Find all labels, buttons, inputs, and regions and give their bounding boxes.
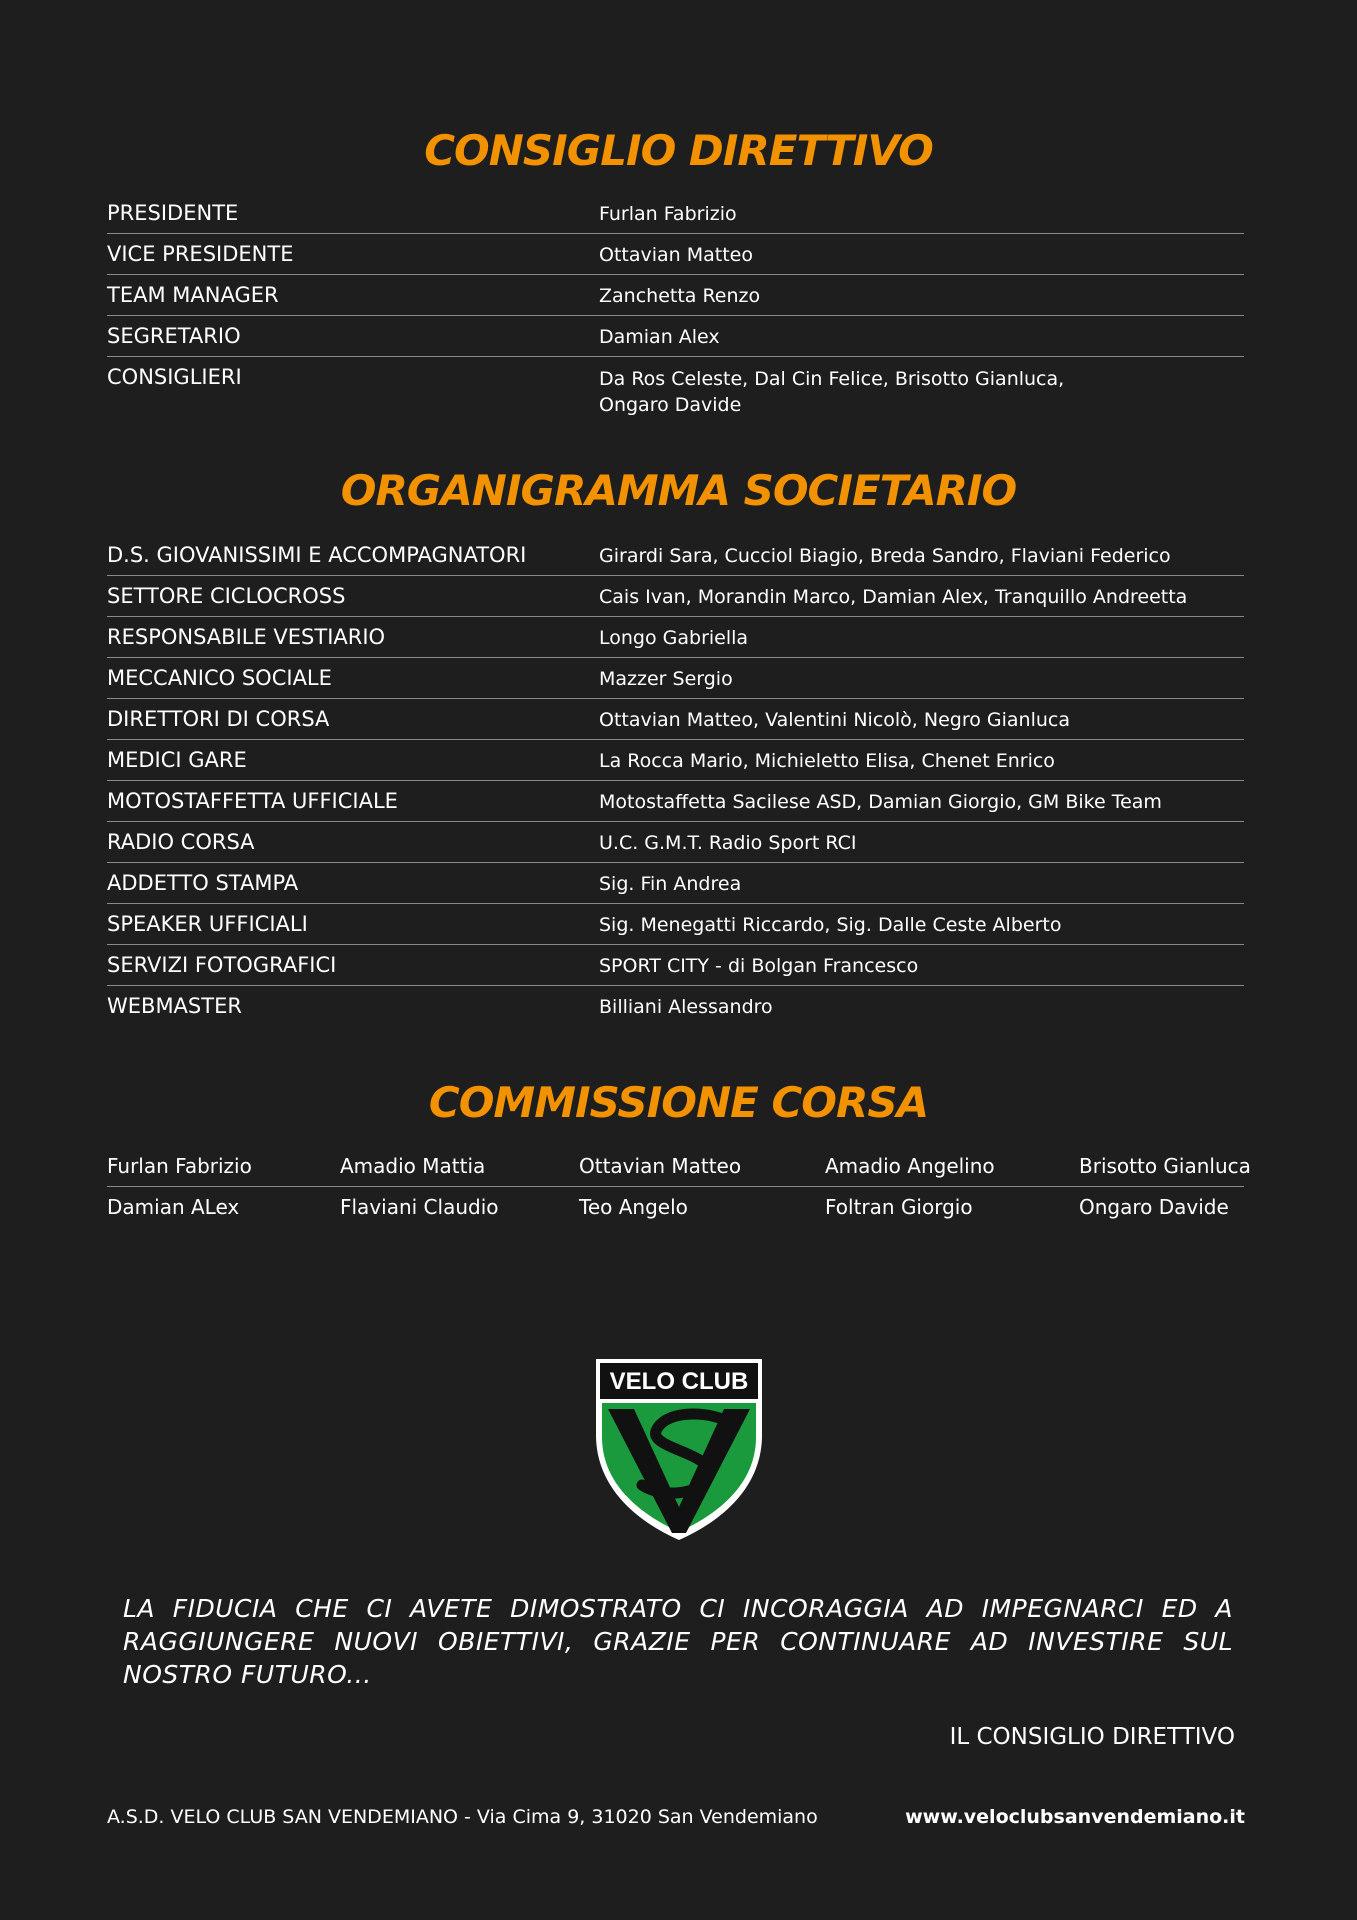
closing-signature: IL CONSIGLIO DIRETTIVO [949,1724,1235,1750]
role-label: SETTORE CICLOCROSS [107,584,346,608]
member-name: Teo Angelo [579,1195,688,1219]
member-name: Foltran Giorgio [825,1195,973,1219]
names-value: SPORT CITY - di Bolgan Francesco [599,955,919,977]
table-row [107,576,1244,617]
role-label: WEBMASTER [107,994,242,1018]
names-value: Da Ros Celeste, Dal Cin Felice, Brisotto Gianluca, Ongaro Davide [599,368,1065,416]
names-value: Ottavian Matteo, Valentini Nicolò, Negro Gianluca [599,709,1071,731]
role-label: SEGRETARIO [107,324,241,348]
footer-website-link[interactable]: www.veloclubsanvendemiano.it [905,1806,1245,1828]
names-value: Damian Alex [599,326,720,348]
role-label: CONSIGLIERI [107,365,242,389]
role-label: VICE PRESIDENTE [107,242,294,266]
names-value: U.C. G.M.T. Radio Sport RCI [599,832,857,854]
role-label: MOTOSTAFFETTA UFFICIALE [107,789,398,813]
table-row [107,904,1244,945]
role-label: SPEAKER UFFICIALI [107,912,308,936]
commissione-grid [107,1146,1251,1228]
names-value: La Rocca Mario, Michieletto Elisa, Chenet Enrico [599,750,1055,772]
table-row [107,740,1244,781]
names-value: Zanchetta Renzo [599,285,761,307]
names-value: Ottavian Matteo [599,244,753,266]
table-row [107,986,1244,1027]
role-label: MEDICI GARE [107,748,247,772]
table-row [107,1146,1251,1187]
table-row [107,1187,1244,1228]
role-label: ADDETTO STAMPA [107,871,299,895]
role-label: MECCANICO SOCIALE [107,666,332,690]
table-row [107,945,1244,986]
commissione-title: COMMISSIONE CORSA [428,1078,929,1127]
table-row [107,863,1244,904]
table-row [107,617,1244,658]
role-label: TEAM MANAGER [107,283,279,307]
member-name: Brisotto Gianluca [1079,1154,1251,1178]
role-label: DIRETTORI DI CORSA [107,707,330,731]
role-label: SERVIZI FOTOGRAFICI [107,953,337,977]
member-name: Amadio Mattia [340,1154,486,1178]
organigramma-table [107,535,1244,1027]
role-label: RESPONSABILE VESTIARIO [107,625,386,649]
names-value: Motostaffetta Sacilese ASD, Damian Giorgio, GM Bike Team [599,791,1162,813]
member-name: Flaviani Claudio [340,1195,499,1219]
names-value: Furlan Fabrizio [599,203,737,225]
role-label: D.S. GIOVANISSIMI E ACCOMPAGNATORI [107,543,527,567]
names-value: Mazzer Sergio [599,668,733,690]
consiglio-table [107,193,1244,423]
member-name: Damian ALex [107,1195,240,1219]
role-label: RADIO CORSA [107,830,255,854]
organigramma-title: ORGANIGRAMMA SOCIETARIO [340,466,1017,515]
table-row [107,658,1244,699]
table-row [107,357,1244,423]
table-row [107,781,1244,822]
table-row [107,193,1244,234]
footer-address: A.S.D. VELO CLUB SAN VENDEMIANO - Via Cima 9, 31020 San Vendemiano [107,1806,818,1828]
member-name: Furlan Fabrizio [107,1154,252,1178]
member-name: Ottavian Matteo [579,1154,742,1178]
velo-club-logo [594,1357,764,1542]
names-value: Sig. Fin Andrea [599,873,742,895]
member-name: Amadio Angelino [825,1154,995,1178]
table-row [107,699,1244,740]
names-value: Girardi Sara, Cucciol Biagio, Breda Sandro, Flaviani Federico [599,545,1171,567]
member-name: Ongaro Davide [1079,1195,1229,1219]
names-value: Sig. Menegatti Riccardo, Sig. Dalle Ceste Alberto [599,914,1062,936]
closing-quote: LA FIDUCIA CHE CI AVETE DIMOSTRATO CI INCORAGGIA AD IMPEGNARCI ED A RAGGIUNGERE NUOVI OBIETTIVI, GRAZIE PER CONTINUARE AD INVESTIRE SUL NOSTRO FUTURO... [123,1594,1233,1689]
logo-text: VELO CLUB [609,1368,749,1395]
consiglio-title: CONSIGLIO DIRETTIVO [424,126,933,175]
table-row [107,234,1244,275]
table-row [107,316,1244,357]
names-value: Longo Gabriella [599,627,749,649]
table-row [107,275,1244,316]
table-row [107,822,1244,863]
table-row [107,535,1244,576]
names-value: Billiani Alessandro [599,996,773,1018]
names-value: Cais Ivan, Morandin Marco, Damian Alex, Tranquillo Andreetta [599,586,1188,608]
role-label: PRESIDENTE [107,201,239,225]
